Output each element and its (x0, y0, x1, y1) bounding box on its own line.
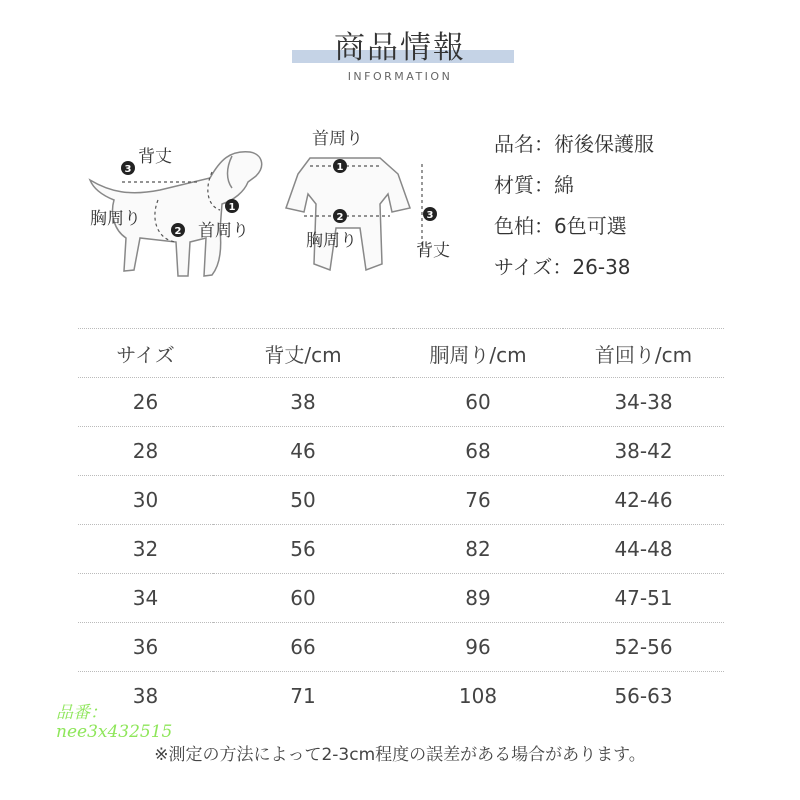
cell-back-length: 71 (213, 672, 393, 721)
watermark-line-1: 品番： (56, 703, 107, 723)
product-size: サイズ：26-38 (494, 255, 631, 279)
cell-size: 32 (78, 525, 213, 574)
cell-neck: 52-56 (563, 623, 724, 672)
watermark (56, 704, 172, 742)
cell-neck: 47-51 (563, 574, 724, 623)
dog-badge-1: 1 (228, 202, 236, 213)
cell-back-length: 46 (213, 427, 393, 476)
garment-badge-1: 1 (336, 162, 344, 173)
cell-chest: 68 (393, 427, 563, 476)
product-color: 色柏：6色可選 (494, 214, 627, 238)
garment-badge-3: 3 (426, 210, 434, 221)
table-header-row (78, 329, 724, 378)
cell-size: 36 (78, 623, 213, 672)
cell-chest: 96 (393, 623, 563, 672)
garment-badge-2: 2 (336, 212, 344, 223)
cell-back-length: 38 (213, 378, 393, 427)
cell-neck: 42-46 (563, 476, 724, 525)
measurement-note: ※測定の方法によって2-3cm程度の誤差がある場合があります。 (154, 745, 646, 765)
table-row (78, 574, 724, 623)
cell-neck: 44-48 (563, 525, 724, 574)
table-row (78, 476, 724, 525)
cell-neck: 56-63 (563, 672, 724, 721)
garment-label-chest: 胸周り (306, 231, 357, 251)
product-material: 材質：綿 (494, 173, 574, 197)
cell-back-length: 66 (213, 623, 393, 672)
table-row (78, 427, 724, 476)
cell-chest: 60 (393, 378, 563, 427)
header-size: サイズ (78, 329, 213, 378)
cell-size: 34 (78, 574, 213, 623)
dog-badge-2: 2 (174, 226, 182, 237)
dog-label-chest: 胸周り (90, 209, 141, 229)
dog-label-neck: 首周り (198, 221, 249, 241)
cell-chest: 89 (393, 574, 563, 623)
garment-outline-icon (270, 124, 470, 294)
dog-badge-3: 3 (124, 164, 132, 175)
cell-chest: 108 (393, 672, 563, 721)
dog-measurement-figure (80, 130, 280, 290)
dog-outline-icon (80, 130, 280, 290)
product-info (494, 128, 654, 292)
page-title: 商品情報 (334, 30, 466, 66)
size-table (78, 328, 724, 720)
cell-chest: 76 (393, 476, 563, 525)
garment-label-back-length: 背丈 (416, 241, 450, 261)
header-neck: 首回り/cm (563, 329, 724, 378)
page-subtitle: INFORMATION (347, 70, 453, 83)
header-back-length: 背丈/cm (213, 329, 393, 378)
cell-back-length: 56 (213, 525, 393, 574)
watermark-line-2: nee3x432515 (56, 722, 173, 742)
cell-back-length: 60 (213, 574, 393, 623)
cell-neck: 34-38 (563, 378, 724, 427)
garment-label-neck: 首周り (312, 129, 363, 149)
cell-size: 28 (78, 427, 213, 476)
cell-size: 30 (78, 476, 213, 525)
table-row (78, 672, 724, 721)
cell-size: 38 (78, 672, 213, 721)
cell-size: 26 (78, 378, 213, 427)
header (0, 10, 800, 83)
cell-back-length: 50 (213, 476, 393, 525)
cell-neck: 38-42 (563, 427, 724, 476)
garment-measurement-figure (270, 124, 470, 294)
header-chest: 胴周り/cm (393, 329, 563, 378)
product-name: 品名：術後保護服 (494, 132, 654, 156)
table-row (78, 525, 724, 574)
table-row (78, 623, 724, 672)
dog-label-back-length: 背丈 (138, 147, 172, 167)
table-row (78, 378, 724, 427)
cell-chest: 82 (393, 525, 563, 574)
